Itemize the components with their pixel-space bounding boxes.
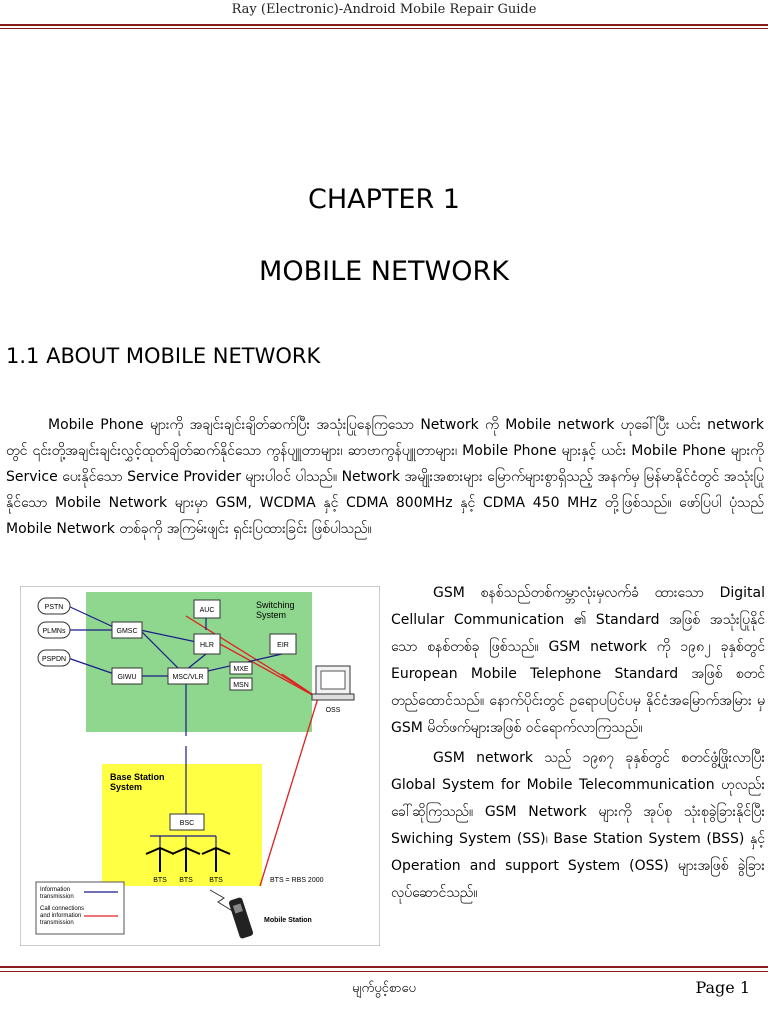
label-mobile-station: Mobile Station bbox=[264, 917, 312, 924]
svg-text:Call connections: Call connections bbox=[40, 906, 85, 912]
switching-label-1: Switching bbox=[256, 600, 295, 610]
footer-publisher: မျက်ပွင့်စာပေ bbox=[352, 981, 416, 996]
gsm-description bbox=[391, 580, 765, 907]
svg-text:and information: and information bbox=[40, 913, 82, 919]
label-hlr: HLR bbox=[199, 642, 215, 649]
gsm-paragraph-1: GSM စနစ်သည်တစ်ကမ္ဘာလုံးမှလက်ခံ ထားသော Digital Cellular Communication ၏ Standard အဖြစ် အသုံးပြုနိုင်သော စနစ်တစ်ခု ဖြစ်သည်။ GSM network ကို ၁၉၈၂ ခုနှစ်တွင် European Mobile Telephone Standard အဖြစ် စတင် တည်ထောင်သည်။ နောက်ပိုင်းတွင် ဥရောပပြင်ပမှ နိုင်ငံအမြောက်အမြား မှ GSM မိတ်ဖက်များအဖြစ် ဝင်ရောက်လာကြသည်။ bbox=[391, 585, 765, 736]
svg-text:transmission: transmission bbox=[40, 920, 74, 926]
page-number: Page 1 bbox=[695, 978, 750, 997]
label-bts-1: BTS bbox=[153, 877, 167, 884]
label-bts-2: BTS bbox=[179, 877, 193, 884]
label-oss: OSS bbox=[325, 707, 341, 714]
intro-paragraph bbox=[6, 412, 764, 542]
label-bsc: BSC bbox=[179, 820, 195, 827]
chapter-title: MOBILE NETWORK bbox=[259, 256, 509, 287]
label-pstn: PSTN bbox=[44, 604, 64, 611]
intro-text: Mobile Phone များကို အချင်းချင်းချိတ်ဆက်ပြီး အသုံးပြုနေကြသော Network ကို Mobile network ဟုခေါ်ပြီး ယင်း network တွင် ၎င်းတို့အချင်းချင်းလွှင့်ထုတ်ချိတ်ဆက်နိုင်သော ကွန်ပျူတာများ၊ ဆာဗာကွန်ပျူတာများ၊ Mobile Phone များနှင့် ယင်း Mobile Phone များကို Service ပေးနိုင်သော Service Provider များပါဝင် ပါသည်။ Network အမျိုးအစားများ မြောက်များစွာရှိသည့် အနက်မှ မြန်မာနိုင်ငံတွင် အသုံးပြုနိုင်သော Mobile Network များမှာ GSM, WCDMA နှင့် CDMA 800MHz နှင့် CDMA 450 MHz တို့ဖြစ်သည်။ ဖော်ပြပါ ပုံသည် Mobile Network တစ်ခုကို အကြမ်းဖျင်း ရှင်းပြထားခြင်း ဖြစ်ပါသည်။ bbox=[6, 417, 764, 537]
switching-label-2: System bbox=[256, 610, 287, 620]
header-rule-thin bbox=[0, 28, 768, 29]
diagram-legend bbox=[36, 882, 124, 934]
label-msc-vlr: MSC/VLR bbox=[172, 674, 204, 681]
bss-label-1: Base Station bbox=[110, 772, 165, 782]
gsm-network-diagram bbox=[20, 586, 380, 946]
svg-text:transmission: transmission bbox=[40, 894, 74, 900]
oss-computer-icon bbox=[312, 666, 354, 700]
label-msn: MSN bbox=[233, 682, 249, 689]
label-bts-note: BTS = RBS 2000 bbox=[270, 877, 324, 884]
label-eir: EIR bbox=[277, 642, 289, 649]
footer-rule bbox=[0, 966, 768, 968]
label-pspdn: PSPDN bbox=[41, 656, 67, 663]
label-giwu: GIWU bbox=[117, 674, 137, 681]
section-heading: 1.1 ABOUT MOBILE NETWORK bbox=[6, 344, 321, 368]
header-rule bbox=[0, 24, 768, 26]
label-auc: AUC bbox=[199, 607, 215, 614]
label-bts-3: BTS bbox=[209, 877, 223, 884]
label-gmsc: GMSC bbox=[116, 628, 138, 635]
label-plmns: PLMNs bbox=[42, 628, 66, 635]
label-mxe: MXE bbox=[233, 666, 249, 673]
page-header: Ray (Electronic)-Android Mobile Repair Guide bbox=[231, 2, 537, 17]
gsm-paragraph-2: GSM network သည် ၁၉၈၇ ခုနှစ်တွင် စတင်ဖွံ့ဖြိုးလာပြီး Global System for Mobile Telecommunication ဟုလည်းခေါ်ဆိုကြသည်။ GSM Network များကို အုပ်စု သုံးစုခွဲခြားနိုင်ပြီး Swiching System (SS)၊ Base Station System (BSS) နှင့် Operation and support System (OSS) များအဖြစ် ခွဲခြား လုပ်ဆောင်သည်။ bbox=[391, 750, 765, 901]
bss-label-2: System bbox=[110, 782, 143, 792]
footer-rule-thin bbox=[0, 971, 768, 972]
svg-text:Information: Information bbox=[40, 887, 71, 893]
chapter-number: CHAPTER 1 bbox=[308, 184, 460, 215]
